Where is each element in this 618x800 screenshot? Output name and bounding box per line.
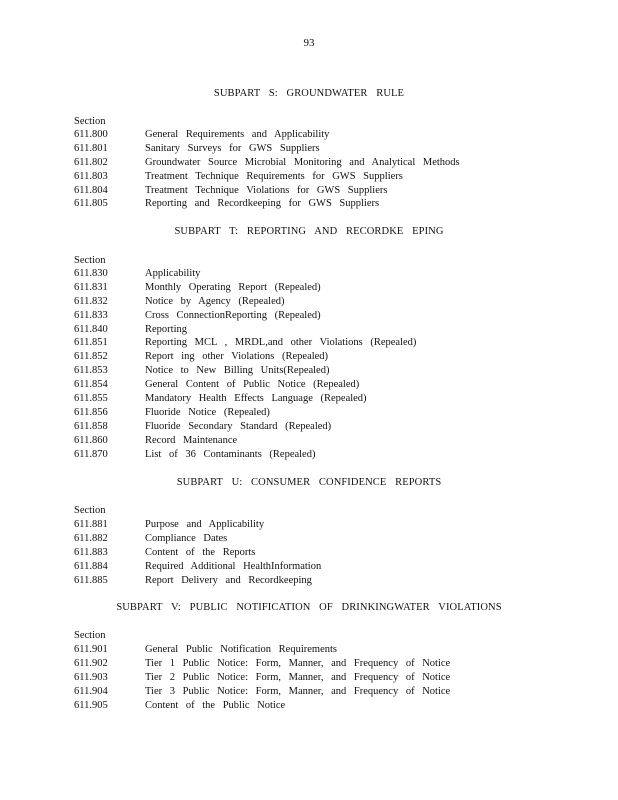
section-title: Purpose and Applicability xyxy=(145,519,265,530)
subpart-s-title: SUBPART S: GROUNDWATER RULE xyxy=(213,88,405,99)
list-item xyxy=(74,699,594,713)
section-label: Section xyxy=(74,116,106,127)
section-title: Mandatory Health Effects Language (Repealed) xyxy=(145,393,367,405)
list-item xyxy=(74,643,594,657)
list-item xyxy=(74,336,594,350)
list-item xyxy=(74,448,594,462)
section-title: Cross ConnectionReporting (Repealed) xyxy=(145,309,321,321)
section-number: 611.884 xyxy=(74,560,108,572)
section-number: 611.883 xyxy=(74,546,108,558)
section-title: Fluoride Secondary Standard (Repealed) xyxy=(145,420,332,432)
section-title: Treatment Technique Violations for GWS Suppliers xyxy=(145,184,388,196)
subpart-u-list xyxy=(74,518,594,587)
section-title: Tier 2 Public Notice: Form, Manner, and Frequency of Notice xyxy=(145,671,451,683)
section-title: Content of the Public Notice xyxy=(145,699,286,711)
section-number: 611.902 xyxy=(74,657,108,669)
section-number: 611.840 xyxy=(74,323,108,335)
list-item xyxy=(74,546,594,560)
section-number: 611.885 xyxy=(74,574,108,586)
section-number: 611.856 xyxy=(74,406,108,418)
list-item xyxy=(74,184,594,198)
list-item xyxy=(74,420,594,434)
section-number: 611.831 xyxy=(74,281,108,293)
section-label: Section xyxy=(74,505,106,516)
section-title: Report Delivery and Recordkeeping xyxy=(145,574,312,586)
section-title: Reporting xyxy=(145,323,187,335)
section-title: Fluoride Notice (Repealed) xyxy=(145,406,270,418)
page-number: 93 xyxy=(303,37,315,49)
section-label: Section xyxy=(74,255,106,266)
list-item xyxy=(74,434,594,448)
section-title: Report ing other Violations (Repealed) xyxy=(145,351,329,363)
section-title: Tier 1 Public Notice: Form, Manner, and Frequency of Notice xyxy=(145,657,451,669)
section-number: 611.903 xyxy=(74,671,108,683)
list-item xyxy=(74,267,594,281)
list-item xyxy=(74,170,594,184)
section-title: Monthly Operating Report (Repealed) xyxy=(145,281,321,293)
list-item xyxy=(74,560,594,574)
section-number: 611.800 xyxy=(74,129,108,140)
section-number: 611.830 xyxy=(74,268,108,279)
list-item xyxy=(74,281,594,295)
list-item xyxy=(74,142,594,156)
subpart-s-list xyxy=(74,128,594,211)
section-number: 611.801 xyxy=(74,142,108,154)
section-number: 611.882 xyxy=(74,532,108,544)
section-number: 611.804 xyxy=(74,184,108,196)
section-title: General Content of Public Notice (Repealed) xyxy=(145,379,360,391)
subpart-t-list xyxy=(74,267,594,461)
section-number: 611.901 xyxy=(74,644,108,655)
section-number: 611.860 xyxy=(74,434,108,446)
list-item xyxy=(74,685,594,699)
section-number: 611.855 xyxy=(74,393,108,405)
list-item xyxy=(74,392,594,406)
section-label: Section xyxy=(74,630,106,641)
section-number: 611.852 xyxy=(74,351,108,363)
list-item xyxy=(74,309,594,323)
list-item xyxy=(74,364,594,378)
section-title: Reporting and Recordkeeping for GWS Suppliers xyxy=(145,198,380,210)
list-item xyxy=(74,518,594,532)
list-item xyxy=(74,574,594,588)
section-title: Applicability xyxy=(145,268,201,279)
section-title: General Requirements and Applicability xyxy=(145,129,330,140)
section-number: 611.833 xyxy=(74,309,108,321)
list-item xyxy=(74,295,594,309)
list-item xyxy=(74,350,594,364)
section-title: Sanitary Surveys for GWS Suppliers xyxy=(145,142,320,154)
section-title: Required Additional HealthInformation xyxy=(145,560,322,572)
section-title: Record Maintenance xyxy=(145,434,238,446)
section-number: 611.854 xyxy=(74,379,108,391)
section-title: Notice to New Billing Units(Repealed) xyxy=(145,365,330,377)
section-number: 611.870 xyxy=(74,448,108,460)
list-item xyxy=(74,657,594,671)
subpart-u-title: SUBPART U: CONSUMER CONFIDENCE REPORTS xyxy=(176,477,442,488)
section-title: Tier 3 Public Notice: Form, Manner, and Frequency of Notice xyxy=(145,685,451,697)
list-item xyxy=(74,323,594,337)
section-number: 611.851 xyxy=(74,337,108,349)
section-number: 611.881 xyxy=(74,519,108,530)
section-number: 611.904 xyxy=(74,685,108,697)
section-title: Groundwater Source Microbial Monitoring and Analytical Methods xyxy=(145,156,460,168)
section-number: 611.853 xyxy=(74,365,108,377)
list-item xyxy=(74,128,594,142)
list-item xyxy=(74,156,594,170)
list-item xyxy=(74,378,594,392)
subpart-v-list xyxy=(74,643,594,712)
section-number: 611.905 xyxy=(74,699,108,711)
section-title: Treatment Technique Requirements for GWS Suppliers xyxy=(145,170,403,182)
section-title: Notice by Agency (Repealed) xyxy=(145,295,285,307)
section-title: List of 36 Contaminants (Repealed) xyxy=(145,448,316,460)
list-item xyxy=(74,406,594,420)
subpart-v-title: SUBPART V: PUBLIC NOTIFICATION OF DRINKINGWATER VIOLATIONS xyxy=(116,602,502,613)
list-item xyxy=(74,671,594,685)
section-number: 611.802 xyxy=(74,156,108,168)
section-title: General Public Notification Requirements xyxy=(145,644,337,655)
subpart-t-title: SUBPART T: REPORTING AND RECORDKE EPING xyxy=(174,226,444,237)
section-number: 611.805 xyxy=(74,198,108,210)
section-title: Content of the Reports xyxy=(145,546,256,558)
section-title: Compliance Dates xyxy=(145,532,228,544)
section-number: 611.832 xyxy=(74,295,108,307)
section-number: 611.858 xyxy=(74,420,108,432)
list-item xyxy=(74,197,594,211)
section-title: Reporting MCL , MRDL,and other Violations (Repealed) xyxy=(145,337,417,349)
section-number: 611.803 xyxy=(74,170,108,182)
list-item xyxy=(74,532,594,546)
